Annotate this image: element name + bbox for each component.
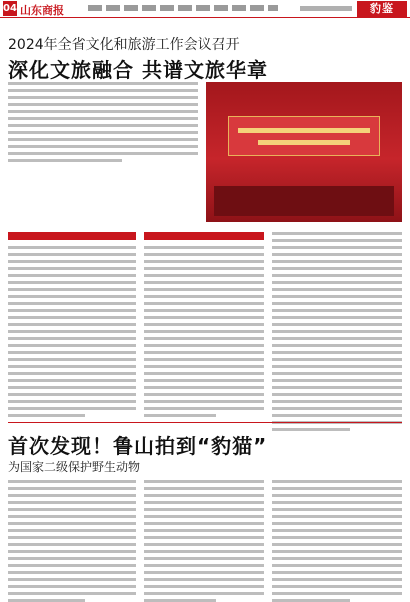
column-subhead-illegible (144, 232, 264, 240)
site-url-illegible (300, 6, 352, 11)
masthead (0, 0, 410, 18)
lead-headline: 深化文旅融合 共谱文旅华章 (8, 58, 268, 82)
column-subhead-illegible (8, 232, 136, 240)
section-name: 山东商报 (20, 4, 64, 17)
photo-banner-text-illegible (258, 140, 350, 145)
column-badge: 豹鉴 (357, 1, 407, 17)
photo-stage-banner (228, 116, 380, 156)
second-story-text-illegible (144, 480, 264, 602)
column-text-illegible (8, 246, 136, 421)
photo-stage (214, 186, 394, 216)
column-text-illegible (272, 232, 402, 435)
lead-kicker: 2024年全省文化和旅游工作会议召开 (8, 37, 240, 53)
second-story-text-illegible (8, 480, 136, 602)
lead-paragraph-illegible (8, 82, 198, 174)
page-number: 04 (3, 3, 17, 14)
masthead-meta-illegible (88, 5, 278, 11)
story-divider (8, 422, 402, 423)
column-text-illegible (144, 246, 264, 421)
second-story-subheadline: 为国家二级保护野生动物 (8, 460, 141, 474)
second-story-text-illegible (272, 480, 402, 602)
second-story-headline: 首次发现！鲁山拍到“豹猫” (8, 434, 268, 458)
conference-photo (206, 82, 402, 222)
photo-banner-text-illegible (238, 128, 370, 133)
